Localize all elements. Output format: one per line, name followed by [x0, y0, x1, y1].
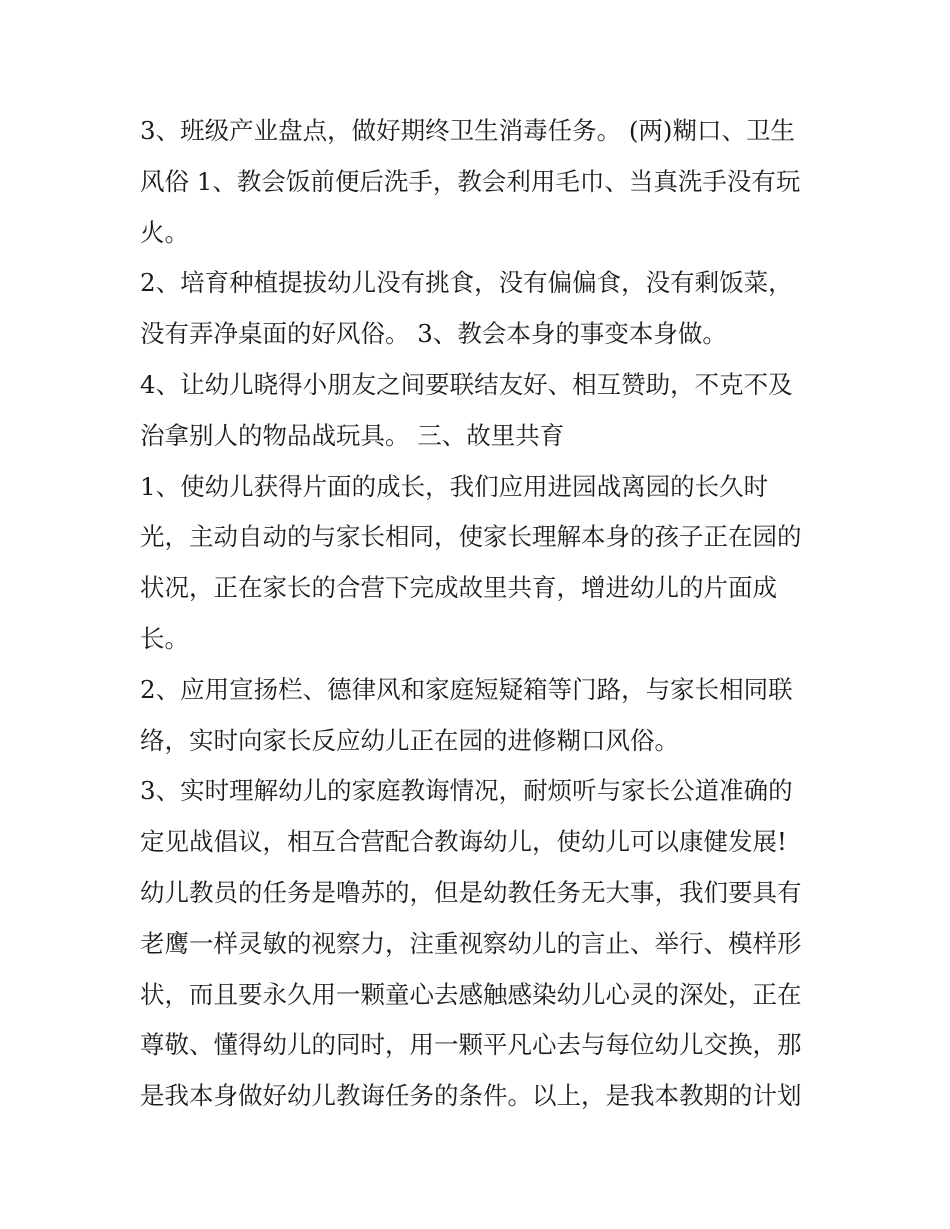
text-line: 1、使幼儿获得片面的成长，我们应用进园战离园的长久时: [140, 471, 769, 501]
text-line: 3、班级产业盘点，做好期终卫生消毒任务。 (两)糊口、卫生: [140, 116, 795, 145]
text-line: 老鹰一样灵敏的视察力，注重视察幼儿的言止、举行、模样形: [140, 928, 802, 958]
text-line: 2、应用宣扬栏、德律风和家庭短疑箱等门路，与家长相同联: [140, 674, 793, 704]
text-line: 火。: [140, 217, 189, 247]
text-line: 治拿别人的物品战玩具。 三、故里共育: [140, 420, 565, 450]
document-body: [140, 106, 820, 1122]
text-line: 长。: [140, 623, 189, 653]
text-line: 2、培育种植提拔幼儿没有挑食，没有偏偏食，没有剩饭菜，: [140, 268, 793, 298]
text-line: 定见战倡议，相互合营配合教诲幼儿，使幼儿可以康健发展!: [140, 827, 787, 857]
text-line: 幼儿教员的任务是噜苏的，但是幼教任务无大事，我们要具有: [140, 877, 802, 907]
text-line: 光，主动自动的与家长相同，使家长理解本身的孩子正在园的: [140, 522, 802, 552]
text-line: 3、实时理解幼儿的家庭教诲情况，耐烦听与家长公道准确的: [140, 776, 793, 806]
text-line: 是我本身做好幼儿教诲任务的条件。以上，是我本教期的计划: [140, 1081, 802, 1111]
text-line: 络，实时向家长反应幼儿正在园的进修糊口风俗。: [140, 725, 679, 755]
text-line: 尊敬、懂得幼儿的同时，用一颗平凡心去与每位幼儿交换，那: [140, 1030, 802, 1060]
text-line: 没有弄净桌面的好风俗。 3、教会本身的事变本身做。: [140, 319, 727, 349]
text-line: 风俗 1、教会饭前便后洗手，教会利用毛巾、当真洗手没有玩: [140, 166, 801, 196]
text-line: 状况，正在家长的合营下完成故里共育，增进幼儿的片面成: [140, 573, 777, 603]
text-line: 4、让幼儿晓得小朋友之间要联结友好、相互赞助，不克不及: [140, 369, 793, 399]
text-line: 状，而且要永久用一颗童心去感触感染幼儿心灵的深处，正在: [140, 979, 802, 1009]
